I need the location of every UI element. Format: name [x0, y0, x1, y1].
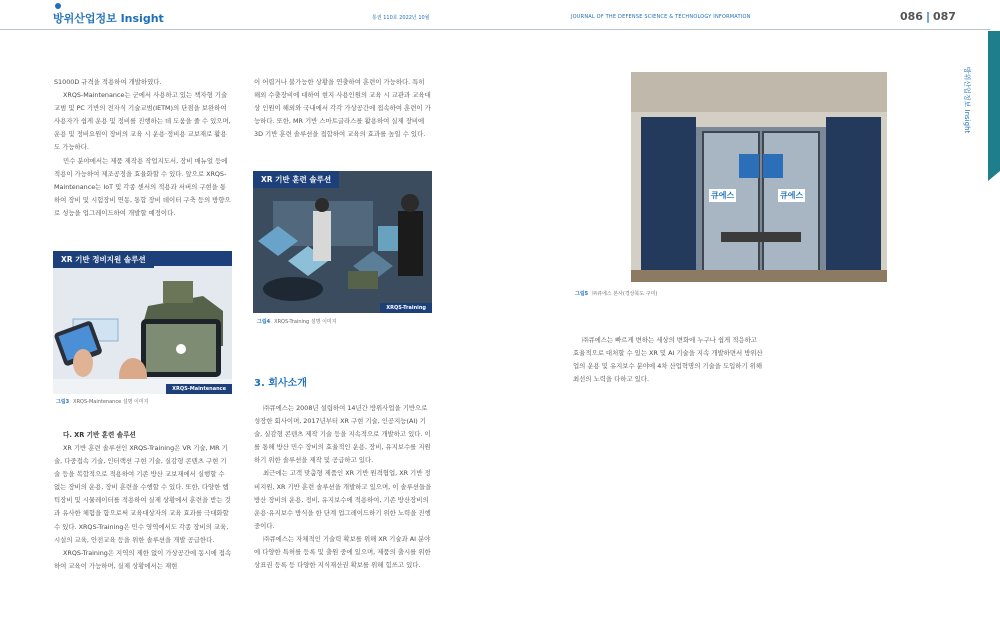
caption-text: XRQS-Maintenance 설명 이미지 [73, 399, 149, 405]
page-numbers [900, 10, 956, 23]
page-header [0, 0, 1000, 30]
figure-3-title: XR 기반 정비지원 솔루션 [53, 251, 154, 268]
paragraph: ㈜큐에스는 자체적인 기술력 확보를 위해 XR 기술과 AI 분야에 다양한 특허를 등록 및 출원 중에 있으며, 제품의 출시를 위한 상표권 등록 등 다양한 지식재산권 확보를 위해 힘쓰고 있다. [254, 534, 431, 570]
column-2-bottom [254, 402, 432, 572]
figure-4-badge: XRQS-Training [380, 303, 432, 313]
figure-4-image [253, 171, 432, 313]
paragraph: 이 어렵거나 불가능한 상황을 연출하여 훈련이 가능하다. 특히 해외 수출장비에 대하여 현지 사용인원의 교육 시 교관과 교육대상 인원이 해외와 국내에서 각각 가상공간에 접속하여 훈련이 가능하다. 또한, MR 기반 스마트글라스를 활용하여 실제 장비에 3D 기반 훈련 솔루션을 접합하여 교육의 효과를 높일 수 있다. [254, 78, 431, 139]
paragraph: ㈜큐에스는 빠르게 변하는 세상의 변화에 누구나 쉽게 적응하고 효율적으로 대처할 수 있는 XR 및 AI 기술을 지속 개발하면서 방위산업의 운용 및 유지보수 분야에 4차 산업혁명의 기술을 도입하기 위해 최선의 노력을 다하고 있다. [573, 336, 763, 384]
caption-label: 그림4 [257, 319, 271, 325]
door-sign-right: 큐에스 [780, 191, 804, 200]
caption-label: 그림5 [575, 291, 589, 297]
figure-5-caption [575, 290, 657, 297]
column-1-bottom [54, 442, 232, 573]
caption-text: XRQS-Training 설명 이미지 [274, 319, 337, 325]
headquarters-entrance-photo [631, 72, 887, 282]
magazine-logo: 방위산업정보 Insight [53, 12, 164, 25]
page-left: 086 [900, 10, 923, 23]
door-sign-left: 큐에스 [711, 191, 735, 200]
side-tab-notch [988, 171, 1000, 181]
paragraph: ㈜큐에스는 2008년 설립하여 14년간 방위사업을 기반으로 성장한 회사이며, 2017년부터 XR 구현 기술, 인공지능(AI) 기술, 실감형 콘텐츠 제작 기술 등을 지속적으로 개발하고 있다. 이를 통해 방산 민수 장비의 효율적인 운용, 장비, 유지보수를 지원하기 위한 솔루션을 제작 및 공급하고 있다. [254, 404, 431, 465]
section-title: 3. 회사소개 [254, 378, 307, 389]
figure-3-badge: XRQS-Maintenance [166, 384, 232, 394]
maintenance-illustration [53, 251, 232, 394]
figure-3-image [53, 251, 232, 394]
header-rule [0, 29, 990, 30]
figure-3-caption [56, 398, 148, 405]
paragraph: 최근에는 고객 맞춤형 제품인 XR 기반 원격협업, XR 기반 정비지원, XR 기반 훈련 솔루션을 개발하고 있으며, 이 솔루션들을 방산 장비의 운용, 정비, 유지보수에 적용하여, 기존 방산장비의 운용·유지보수 방식을 한 단계 업그레이드하기 위한 노력을 진행 중이다. [254, 469, 432, 530]
section-side-tab [988, 31, 1000, 171]
logo-dot [55, 3, 61, 9]
column-3 [573, 334, 763, 386]
paragraph: XR 기반 훈련 솔루션인 XRQS-Training은 VR 기술, MR 기술, 다중접속 기술, 인터랙션 구현 기술, 실감형 콘텐츠 구현 기술 등을 복합적으로 적용하여 기존 방산 교보재에서 실행할 수 없는 장비의 운용, 장비 훈련을 수행할 수 있다. 또한, 다양한 햅틱장비 및 시뮬레이터를 적용하여 실제 상황에서 훈련을 받는 것과 유사한 체험을 함으로써 교육대상자의 교육 효과를 극대화할 수 있다. XRQS-Training은 민수 영역에서도 각종 장비의 교육, 시설의 교육, 안전교육 등을 위한 솔루션을 개발 공급한다. [54, 444, 231, 544]
issue-info: 통권 110호 2022년 10월 [372, 15, 430, 21]
journal-name: JOURNAL OF THE DEFENSE SCIENCE & TECHNOLOGY INFORMATION [571, 14, 751, 20]
figure-4-caption [257, 318, 337, 325]
page-right: 087 [933, 10, 956, 23]
training-illustration [253, 171, 432, 313]
subsection-heading: 다. XR 기반 훈련 솔루션 [63, 431, 136, 439]
column-2-top [254, 76, 432, 141]
paragraph: 민수 분야에서는 제품 제작용 작업지도서, 장비 매뉴얼 등에 적용이 가능하여 제조공정을 효율화할 수 있다. 앞으로 XRQS-Maintenance는 IoT 및 각종 센서의 적용과 서버의 구현을 통하여 장비 및 시험장비 연동, 통합 장비 데이터 구축 등의 방향으로 성능을 업그레이드하여 개발할 예정이다. [54, 156, 231, 217]
figure-4-title: XR 기반 훈련 솔루션 [253, 171, 339, 188]
side-tab-label: 방위산업정보 Insight [963, 66, 971, 134]
figure-5-photo [631, 72, 887, 282]
caption-text: ㈜큐에스 본사(경상북도 구미) [592, 291, 658, 297]
paragraph: XRQS-Maintenance는 군에서 사용하고 있는 책자형 기술교범 및 PC 기반의 전자식 기술교범(IETM)의 단점을 보완하여 사용자가 쉽게 운용 및 정비를 진행하는 데 도움을 줄 수 있으며, 운용 및 정비요원이 장비의 교육 시 운용·정비용 교보재로 활용도 가능하다. [54, 91, 231, 152]
column-1-top [54, 76, 232, 220]
paragraph: S1000D 규격을 적용하여 개발하였다. [54, 78, 162, 86]
caption-label: 그림3 [56, 399, 70, 405]
paragraph: XRQS-Training은 지역의 제한 없이 가상공간에 동시에 접속하여 교육이 가능하며, 실제 상황에서는 재현 [54, 548, 232, 570]
page-separator: | [925, 10, 930, 23]
